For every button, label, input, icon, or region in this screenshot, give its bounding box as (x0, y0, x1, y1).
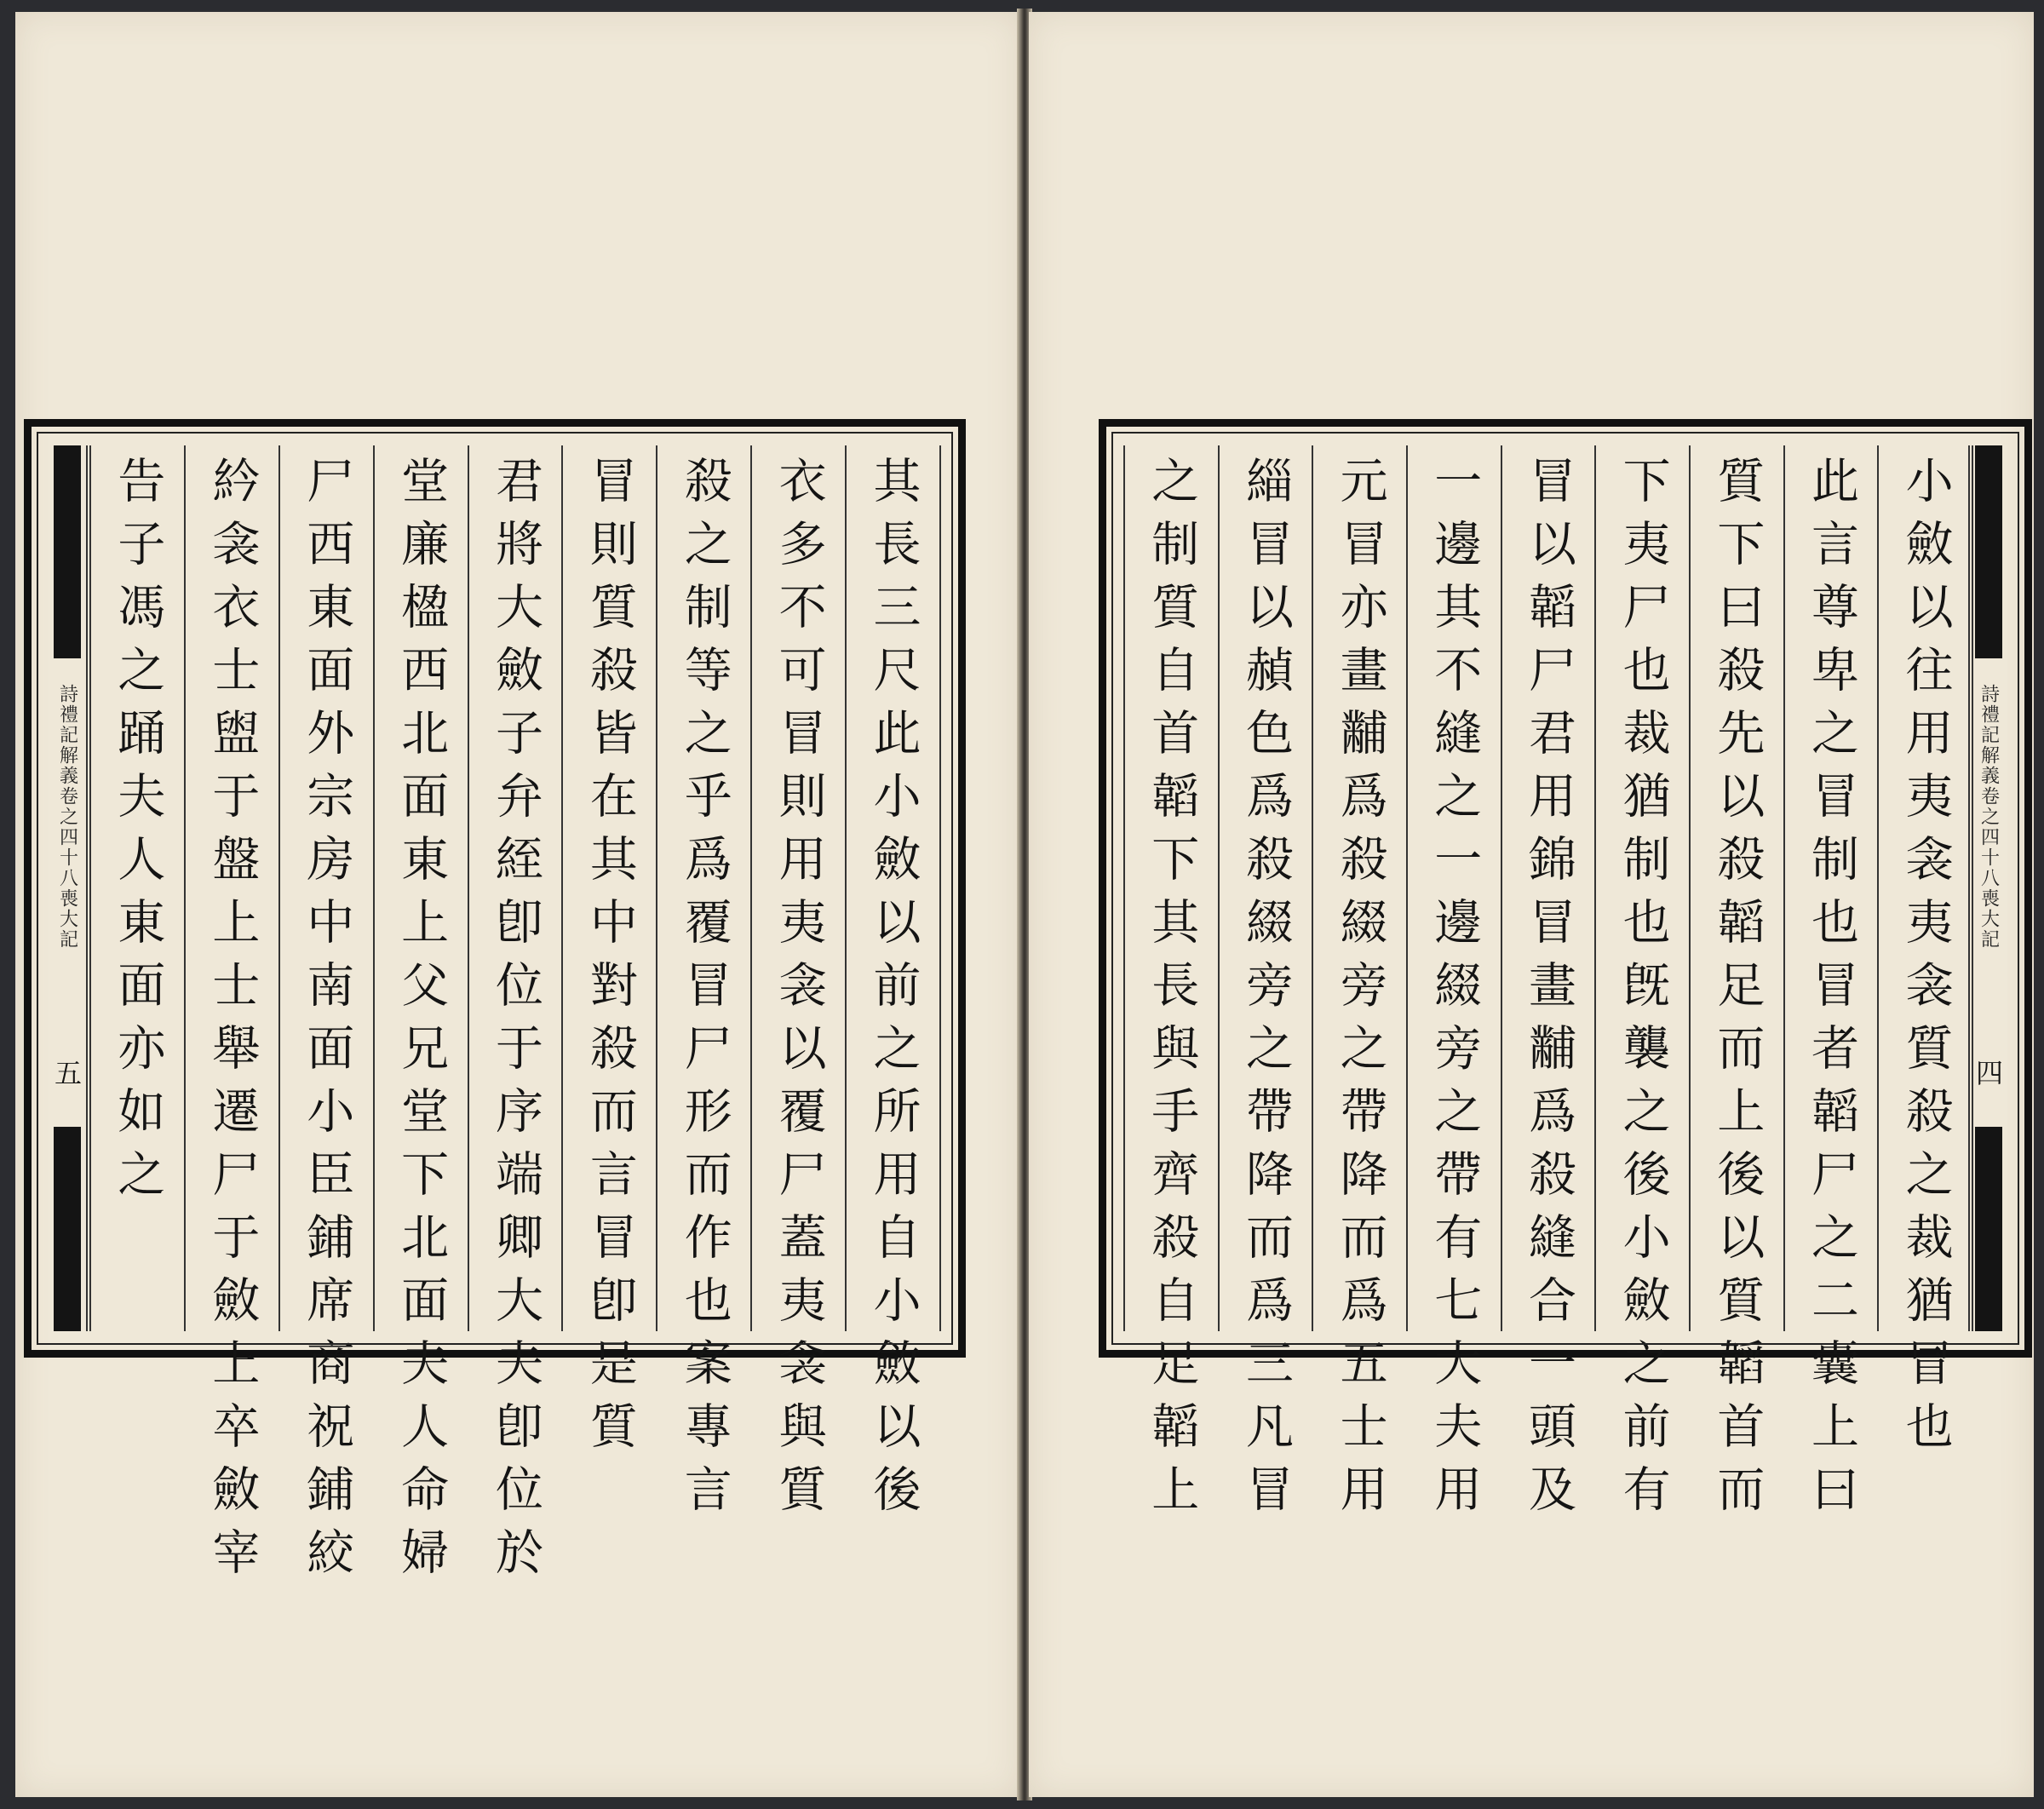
text-column: 下夷尸也裁猶制也旣襲之後小斂之前有 (1594, 445, 1689, 1331)
left-page-number: 五 (50, 1059, 83, 1086)
text-column: 紟衾衣士盥于盤上士舉遷尸于斂上卒斂宰 (184, 445, 278, 1331)
text-column: 殺之制等之乎爲覆冒尸形而作也案專言 (656, 445, 750, 1331)
text-column: 小斂以往用夷衾夷衾質殺之裁猶冒也 (1877, 445, 1973, 1331)
right-text-frame (1099, 419, 2032, 1527)
text-column: 緇冒以赬色爲殺綴旁之帶降而爲三凡冒 (1218, 445, 1312, 1331)
left-page (15, 12, 1020, 1797)
left-margin-black-bar-top (54, 445, 81, 658)
text-column: 之制質自首韜下其長與手齊殺自足韜上 (1123, 445, 1218, 1331)
text-column: 元冒亦畫黼爲殺綴旁之帶降而爲五士用 (1312, 445, 1406, 1331)
right-margin-fishtail (1968, 445, 2007, 1331)
right-margin-title: 詩禮記解義卷之四十八喪大記 (1978, 684, 2000, 950)
text-column: 冒則質殺皆在其中對殺而言冒卽是質 (561, 445, 656, 1331)
text-column: 君將大斂子弁絰卽位于序端卿大夫卽位於 (468, 445, 562, 1331)
left-text-columns (89, 445, 941, 1590)
text-column: 告子馮之踊夫人東面亦如之 (89, 445, 184, 1331)
text-column: 堂廉楹西北面東上父兄堂下北面夫人命婦 (373, 445, 468, 1331)
right-text-columns (1123, 445, 1973, 1527)
right-page (1029, 12, 2034, 1797)
text-column: 一邊其不縫之一邊綴旁之帶有七大夫用 (1406, 445, 1501, 1331)
text-column: 其長三尺此小斂以前之所用自小斂以後 (845, 445, 941, 1331)
text-column: 尸西東面外宗房中南面小臣鋪席商祝鋪絞 (278, 445, 373, 1331)
left-text-frame (24, 419, 966, 1590)
text-column: 此言尊卑之冒制也冒者韜尸之二囊上曰 (1783, 445, 1878, 1331)
right-page-number: 四 (1972, 1059, 2004, 1086)
text-column: 衣多不可冒則用夷衾以覆尸蓋夷衾與質 (750, 445, 845, 1331)
right-margin-black-bar-top (1975, 445, 2002, 658)
text-column: 質下曰殺先以殺韜足而上後以質韜首而 (1689, 445, 1783, 1331)
right-margin-black-bar-bottom (1975, 1127, 2002, 1331)
left-margin-black-bar-bottom (54, 1127, 81, 1331)
left-margin-title: 詩禮記解義卷之四十八喪大記 (56, 684, 78, 950)
left-margin-fishtail (49, 445, 88, 1331)
text-column: 冒以韜尸君用錦冒畫黼爲殺縫合一頭及 (1501, 445, 1595, 1331)
